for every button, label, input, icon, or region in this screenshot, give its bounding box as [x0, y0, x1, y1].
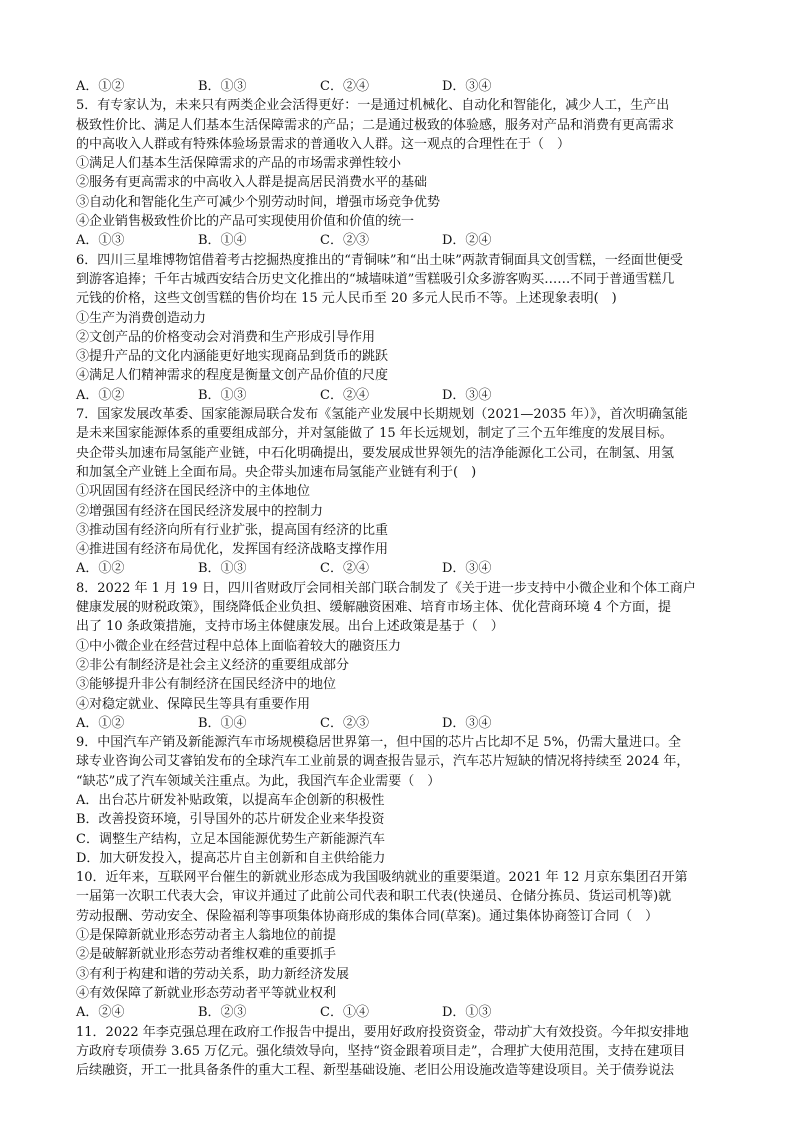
question-text — [76, 733, 754, 868]
answer-option: A．②④ — [76, 1005, 125, 1021]
answer-options — [76, 386, 754, 405]
question-text — [76, 1023, 754, 1081]
text-line: 6．四川三星堆博物馆借着考古挖掘热度推出的“青铜味”和“出土味”两款青铜面具文创雪糕，一经面世便受 — [76, 252, 683, 268]
answer-option: D．③④ — [442, 387, 492, 403]
text-line: ②是破解新就业形态劳动者维权难的重要抓手 — [76, 947, 337, 963]
text-line: 方政府专项债券 3.65 万亿元。强化绩效导向，坚持“资金跟着项目走”，合理扩大使用范围，支持在建项目 — [76, 1043, 686, 1059]
text-line: ③有利于构建和谐的劳动关系，助力新经济发展 — [76, 966, 350, 982]
answer-option: B．①④ — [198, 233, 247, 249]
question-text — [76, 251, 754, 386]
text-line: ④满足人们精神需求的程度是衡量文创产品价值的尺度 — [76, 368, 389, 384]
text-line: 球专业咨询公司艾睿铂发布的全球汽车工业前景的调查报告显示，汽车芯片短缺的情况将持续至 2024 年， — [76, 754, 690, 770]
answer-option: D．③④ — [442, 561, 492, 577]
text-line: “缺芯”成了汽车领域关注重点。为此，我国汽车企业需要（ ） — [76, 773, 441, 789]
question-text — [76, 579, 754, 714]
answer-option: B．①③ — [198, 79, 247, 94]
answer-option: C．②④ — [320, 79, 369, 94]
text-line: ③能够提升非公有制经济在国民经济中的地位 — [76, 677, 337, 693]
text-line: ②文创产品的价格变动会对消费和生产形成引导作用 — [76, 329, 376, 345]
text-line: ①巩固国有经济在国民经济中的主体地位 — [76, 484, 311, 500]
answer-option: A．①② — [76, 715, 125, 731]
question-text — [76, 405, 754, 559]
answer-options — [76, 714, 754, 733]
answer-option: B．②③ — [198, 1005, 247, 1021]
answer-options — [76, 77, 754, 96]
text-line: 10．近年来，互联网平台催生的新就业形态成为我国吸纳就业的重要渠道。2021 年 12 月京东集团召开第 — [76, 870, 688, 886]
answer-option: B．①④ — [198, 715, 247, 731]
text-line: ④推进国有经济布局优化，发挥国有经济战略支撑作用 — [76, 542, 389, 558]
text-line: ③提升产品的文化内涵能更好地实现商品到货币的跳跃 — [76, 349, 389, 365]
text-line: 一届第一次职工代表大会，审议并通过了此前公司代表和职工代表(快递员、仓储分拣员、货运司机等)就 — [76, 889, 672, 905]
answer-option: A．①② — [76, 79, 125, 94]
text-line: 到游客追捧；千年古城西安结合历史文化推出的“城墙味道”雪糕吸引众多游客购买……不同于普通雪糕几 — [76, 271, 675, 287]
text-line: ①中小微企业在经营过程中总体上面临着较大的融资压力 — [76, 638, 402, 654]
text-line: D．加大研发投入，提高芯片自主创新和自主供给能力 — [76, 850, 386, 866]
text-line: ④企业销售极致性价比的产品可实现使用价值和价值的统一 — [76, 214, 415, 230]
text-line: ②服务有更高需求的中高收入人群是提高居民消费水平的基础 — [76, 175, 428, 191]
text-line: 极致性价比、满足人们基本生活保障需求的产品；二是通过极致的体验感，服务对产品和消费有更高需求 — [76, 117, 675, 133]
text-line: 11．2022 年李克强总理在政府工作报告中提出，要用好政府投资资金，带动扩大有效投资。今年拟安排地 — [76, 1024, 689, 1040]
answer-option: C．①④ — [320, 1005, 369, 1021]
text-line: 5．有专家认为，未来只有两类企业会活得更好：一是通过机械化、自动化和智能化，减少人工，生产出 — [76, 98, 670, 114]
answer-option: D．③④ — [442, 79, 492, 94]
text-line: 出了 10 条政策措施，支持市场主体健康发展。出台上述政策是基于（ ） — [76, 619, 504, 635]
text-line: ②增强国有经济在国民经济发展中的控制力 — [76, 503, 324, 519]
text-line: ④对稳定就业、保障民生等具有重要作用 — [76, 696, 311, 712]
text-line: ③自动化和智能化生产可减少个别劳动时间，增强市场竞争优势 — [76, 194, 441, 210]
text-line: ①满足人们基本生活保障需求的产品的市场需求弹性较小 — [76, 156, 402, 172]
answer-option: A．①② — [76, 387, 125, 403]
question-text — [76, 96, 754, 231]
answer-option: D．①③ — [442, 1005, 492, 1021]
text-line: 的中高收入人群或有特殊体验场景需求的普通收入人群。这一观点的合理性在于（ ） — [76, 136, 571, 152]
text-line: 和加氢全产业链上全面布局。央企带头加速布局氢能产业链有利于( ) — [76, 464, 477, 480]
text-line: ①是保障新就业形态劳动者主人翁地位的前提 — [76, 928, 337, 944]
text-line: C．调整生产结构，立足本国能源优势生产新能源汽车 — [76, 831, 385, 847]
answer-option: D．②④ — [442, 233, 492, 249]
text-line: ④有效保障了新就业形态劳动者平等就业权利 — [76, 985, 337, 1001]
text-line: 7．国家发展改革委、国家能源局联合发布《氢能产业发展中长期规划（2021—2035 年）》，首次明确氢能 — [76, 407, 688, 423]
answer-options — [76, 231, 754, 250]
answer-option: C．②④ — [320, 387, 369, 403]
text-line: 是未来国家能源体系的重要组成部分，并对氢能做了 15 年长远规划，制定了三个五年维度的发展目标。 — [76, 426, 673, 442]
answer-option: C．②③ — [320, 715, 369, 731]
answer-option: A．①③ — [76, 233, 125, 249]
text-line: 央企带头加速布局氢能产业链，中石化明确提出，要发展成世界领先的洁净能源化工公司，在制氢、用氢 — [76, 445, 675, 461]
question-text — [76, 868, 754, 1003]
answer-option: B．①③ — [198, 561, 247, 577]
answer-option: B．①③ — [198, 387, 247, 403]
text-line: ②非公有制经济是社会主义经济的重要组成部分 — [76, 657, 350, 673]
answer-option: A．①② — [76, 561, 125, 577]
text-line: A．出台芯片研发补贴政策，以提高车企创新的积极性 — [76, 792, 385, 808]
text-line: 8．2022 年 1 月 19 日，四川省财政厅会同相关部门联合制发了《关于进一步支持中小微企业和个体工商户 — [76, 580, 696, 596]
text-line: 9．中国汽车产销及新能源汽车市场规模稳居世界第一，但中国的芯片占比却不足 5%，仍需大量进口。全 — [76, 735, 682, 751]
answer-options — [76, 559, 754, 578]
text-line: B．改善投资环境，引导国外的芯片研发企业来华投资 — [76, 812, 385, 828]
answer-option: C．②③ — [320, 233, 369, 249]
text-line: 后续融资，开工一批具备条件的重大工程、新型基础设施、老旧公用设施改造等建设项目。关于债券说法 — [76, 1063, 675, 1079]
text-line: 元钱的价格，这些文创雪糕的售价均在 15 元人民币至 20 多元人民币不等。上述现象表明( ) — [76, 291, 617, 307]
text-line: ③推动国有经济向所有行业扩张，提高国有经济的比重 — [76, 522, 389, 538]
text-line: ①生产为消费创造动力 — [76, 310, 207, 326]
answer-option: C．②④ — [320, 561, 369, 577]
text-line: 劳动报酬、劳动安全、保险福利等事项集体协商形成的集体合同(草案)。通过集体协商签订合同（ ） — [76, 908, 659, 924]
answer-options — [76, 1003, 754, 1022]
answer-option: D．③④ — [442, 715, 492, 731]
text-line: 健康发展的财税政策》，围绕降低企业负担、缓解融资困难、培育市场主体、优化营商环境 4 个方面，提 — [76, 600, 672, 616]
